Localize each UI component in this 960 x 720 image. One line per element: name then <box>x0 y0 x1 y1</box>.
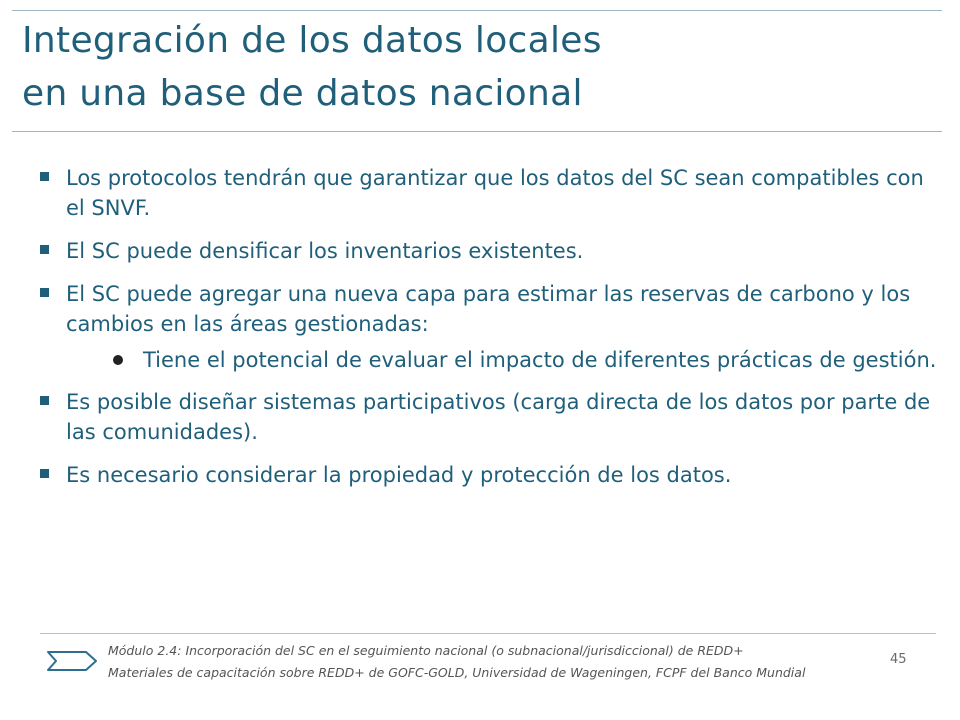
bullet-list <box>40 163 940 490</box>
slide-title <box>22 14 932 120</box>
sub-bullet-item <box>40 345 940 375</box>
footer-divider <box>40 633 936 634</box>
bullet-item <box>40 387 940 447</box>
square-bullet-icon <box>40 396 49 405</box>
bullet-text: Los protocolos tendrán que garantizar que los datos del SC sean compatibles con el SNVF. <box>66 166 924 220</box>
title-line-1: Integración de los datos locales <box>22 20 602 61</box>
square-bullet-icon <box>40 172 49 181</box>
bullet-text: Es posible diseñar sistemas participativos (carga directa de los datos por parte de las comunidades). <box>66 390 931 444</box>
square-bullet-icon <box>40 469 49 478</box>
bullet-item <box>40 236 940 266</box>
footer-materials-line: Materiales de capacitación sobre REDD+ de GOFC-GOLD, Universidad de Wageningen, FCPF del Banco Mundial <box>108 665 806 680</box>
bullet-item <box>40 460 940 490</box>
sub-bullet-text: Tiene el potencial de evaluar el impacto de diferentes prácticas de gestión. <box>143 348 937 372</box>
bullet-text: Es necesario considerar la propiedad y protección de los datos. <box>66 463 732 487</box>
bullet-text: El SC puede densificar los inventarios existentes. <box>66 239 584 263</box>
square-bullet-icon <box>40 288 49 297</box>
title-line-2: en una base de datos nacional <box>22 73 583 114</box>
title-divider <box>12 131 942 132</box>
page-number: 45 <box>890 652 907 667</box>
footer-credits <box>108 640 883 684</box>
bullet-item <box>40 163 940 223</box>
top-divider <box>12 10 942 11</box>
bullet-text: El SC puede agregar una nueva capa para estimar las reservas de carbono y los cambios en las áreas gestionadas: <box>66 282 911 336</box>
round-bullet-icon <box>113 355 123 365</box>
chevron-arrow-icon <box>46 649 98 673</box>
bullet-item <box>40 279 940 339</box>
square-bullet-icon <box>40 245 49 254</box>
footer-module-line: Módulo 2.4: Incorporación del SC en el seguimiento nacional (o subnacional/jurisdiccional) de REDD+ <box>108 643 744 658</box>
